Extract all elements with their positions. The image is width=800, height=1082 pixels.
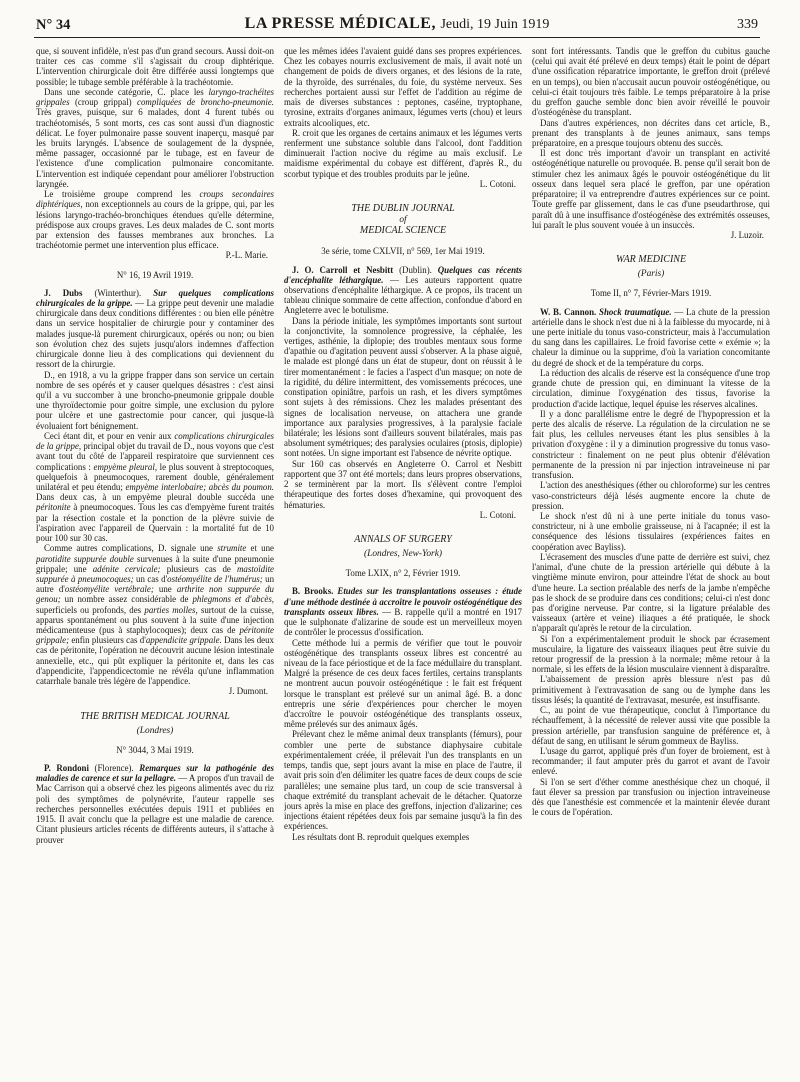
paragraph: Si l'on se sert d'éther comme anesthésique chez un choqué, il faut élever sa pression par transfusion ou injection intraveineuse dès que l'anesthésie est commencée et la maintenir élevée durant le cours de l'opération. (532, 776, 770, 818)
paragraph: L'abaissement de pression après blessure n'est pas dû primitivement à l'extravasation de sang ou de lymphe dans les tissus lésés; la quantité de l'extravasat, mesurée, est insuffisante. (532, 674, 770, 705)
issue-date: N° 16, 19 Avril 1919. (116, 269, 194, 280)
paragraph: B. Brooks. Etudes sur les transplantations osseuses : étude d'une méthode destinée à accroître le pouvoir ostéogénétique des transplants osseux libres. — B. rappelle qu'il a montré en 1917 que le sulphonate d'alizarine de soude est un merveilleux moyen de contrôler le processus d'ossification. (284, 586, 522, 638)
paragraph: Il y a donc parallélisme entre le degré de l'hypopression et la perte des alcalis de réserve. La régulation de la circulation ne se fait plus, les cellules nerveuses étant les plus sensibles à la privation d'oxygène : il y a diminution progressive du tonus vaso-constricteur : finalement on ne peut plus obtenir d'élévation permanente de la pression ni par injection intraveineuse ni par transfusion. (532, 408, 770, 481)
paragraph: Si l'on a expérimentalement produit le shock par écrasement musculaire, la ligature des vaisseaux iliaques peut être suivie du retour progressif de la pression à la normale; même retour à la normale, si les effets de la lésion musculaire viennent à disparaître. (532, 633, 770, 675)
issue-date: Tome LXIX, n° 2, Février 1919. (345, 568, 461, 579)
page-header (34, 14, 760, 38)
author-signature: P.-L. Marie. (225, 250, 268, 261)
paragraph: R. croit que les organes de certains animaux et les légumes verts renferment une substance soluble dans l'alcool, dont l'addition diminuerait l'action nocive du régime au maïs exclusif. Le maïdisme expérimental du cobaye est différent, d'après R., du scorbut typique et des troubles produits par le jeûne. (284, 127, 522, 179)
paragraph: Cette méthode lui a permis de vérifier que tout le pouvoir ostéogénétique des transplants osseux libres est concentré au niveau de la face périostique et de la face médullaire du transplant. Malgré la présence de ces deux faces fertiles, certains transplants ne montrent aucun pouvoir ostéogénétique : le fait est fréquent lorsque le transplant est prélevé sur un animal âgé. B. a donc entrepris une série d'expériences pour chercher le moyen d'accroître le pouvoir ostéogénétique des transplants osseux, même prélevés sur des animaux âgés. (284, 637, 522, 730)
paragraph: Sur 160 cas observés en Angleterre O. Carrol et Nesbitt rapportent que 37 ont été mortels; dans leurs propres observations, 2 se terminèrent par la mort. Ils s'élèvent contre l'emploi thérapeutique des fortes doses d'hexamine, qui provoquent des hématuries. (284, 458, 522, 510)
paragraph: Comme autres complications, D. signale une strumite et une parotidite suppurée double survenues à la suite d'une pneumonie grippale; une adénite cervicale; plusieurs cas de mastoïdite suppurée à pneumocoques; un cas d'ostéomyélite de l'humérus; un autre d'ostéomyélite vertébrale; une arthrite non suppurée du genou; un nombre assez considérable de phlegmons et d'abcès, superficiels ou profonds, des parties molles, surtout de la cuisse, apparus spontanément ou plus souvent à la suite d'une injection médicamenteuse (pus à staphylocoques); deux cas de péritonite grippale; enfin plusieurs cas d'appendicite grippale. Dans les deux cas de péritonite, l'opération ne découvrit aucune lésion intestinale annexielle, etc., qui pût expliquer la péritonite et, dans les cas d'appendicite, l'appendicectomie ne révéla qu'une inflammation catarrhale banale très légère de l'appendice. (36, 543, 274, 687)
paragraph: Les résultats dont B. reproduit quelques exemples (292, 831, 470, 842)
paragraph: Prélevant chez le même animal deux transplants (fémurs), pour combler une perte de substance diaphysaire cubitale expérimentalement créée, il prélevait l'un des transplants en un temps, tandis que, sept jours avant la mise en place de l'autre, il avait pris soin d'en délimiter les quatre faces de deux coups de scie parallèles; une semaine plus tard, un coup de scie transversal à chaque extrémité du transplant achevait de le détacher. Quatorze jours après la mise en place des greffons, injection d'alizarine; ces injections étaient répétées deux fois par semaine jusqu'à la fin des expériences. (284, 729, 522, 832)
paragraph: La réduction des alcalis de réserve est la conséquence d'une trop grande chute de pression qui, en diminuant la vitesse de la circulation, diminue l'oxygénation des tissus, favorise la production d'acide lactique, lequel épuise les réserves alcalines. (532, 367, 770, 409)
author-signature: J. Dumont. (228, 686, 268, 697)
paragraph: C., au point de vue thérapeutique, conclut à l'importance du réchauffement, à la nécessité de relever aussi vite que possible la pression artérielle, par transfusion sanguine de préférence et, à défaut de sang, en utilisant le sérum gommeux de Bayliss. (532, 705, 770, 746)
masthead (34, 15, 760, 33)
column-3 (532, 46, 770, 1074)
paragraph: Dans une seconde catégorie, C. place les laryngo-trachéites grippales (croup grippal) compliquées de broncho-pneumonie. Très graves, puisque, sur 6 malades, dont 4 furent tubés ou trachéotomisés, 5 sont morts, ces cas sont aussi d'un diagnostic délicat. Le foyer pulmonaire passe souvent inaperçu, masqué par les bruits laryngés. L'absence de soulagement de la dyspnée, même passager, occasionné par le tubage, est en faveur de l'existence d'une complication pulmonaire concomitante. L'intervention est indiquée cependant pour améliorer l'obstruction laryngée. (36, 86, 274, 189)
paragraph: que les mêmes idées l'avaient guidé dans ses propres expériences. Chez les cobayes nourris exclusivement de maïs, il avait noté un changement de poids de divers organes, et des lésions de la rate, de la thyroïde, des surrénales, du foie, du système nerveux. Ses recherches portaient aussi sur l'effet de l'addition au régime de maïs de diverses substances : peptones, caséine, tryptophane, tyrosine, extraits d'organes animaux, légumes verts (chou) et leurs extraits alcooliques, etc. (284, 46, 522, 128)
issue-date: 3e série, tome CXLVII, n° 569, 1er Mai 1919. (321, 246, 485, 257)
paragraph: que, si souvent infidèle, n'est pas d'un grand secours. Aussi doit-on traiter ces cas comme s'il s'agissait du croup diphtérique. L'intervention chirurgicale doit être différée aussi longtemps que possible; le tubage semble préférable à la trachéotomie. (36, 46, 274, 87)
paragraph: J. Dubs (Winterthur). Sur quelques complications chirurgicales de la grippe. — La grippe peut devenir une maladie chirurgicale dans deux conditions différentes : ou bien elle pénètre dans un service hospitalier de chirurgie pour y contaminer des malades jusque-là purement chirurgicaux, opérés ou non; ou bien son évolution chez des sujets jusqu'alors indemnes d'affection chirurgicale donne lieu à des complications qui deviennent du ressort de la chirurgie. (36, 287, 274, 370)
page-body (36, 46, 770, 1074)
paragraph: Il est donc très important d'avoir un transplant en activité ostéogénétique naturelle ou provoquée. B. pense qu'il serait bon de stimuler chez les animaux âgés le pouvoir ostéogénétique du lit osseux dans lequel sera placé le greffon, par une opération préparatoire; il va entreprendre d'autres expériences sur ce point. Toute greffe par glissement, dans le cas d'une pseudarthrose, qui paraît dû à une insuffisance d'ostéogénèse des extrémités osseuses, lui paraît le plus souvent vouée à un insuccès. (532, 148, 770, 230)
paragraph: D., en 1918, a vu la grippe frapper dans son service un certain nombre de ses opérés et y causer quelques désastres : c'est ainsi qu'il a vu succomber à une broncho-pneumonie grippale double une thyroïdectomie pour goitre simple, une exclusion du pylore pour ulcère et une gastrectomie pour cancer, qui jusque-là évoluaient fort bénignement. (36, 369, 274, 431)
paragraph: Ceci étant dit, et pour en venir aux complications chirurgicales de la grippe, principal objet du travail de D., nous voyons que c'est avant tout du côté de l'appareil respiratoire que surviennent ces complications : empyème pleural, le plus souvent à streptocoques, quelquefois à pneumocoques, rarement double, généralement unilatéral et peu étendu; empyème interlobaire; abcès du poumon. Dans deux cas, à un empyème pleural double succéda une péritonite à pneumocoques. Tous les cas d'empyème furent traités par la résection costale et la ponction de la plèvre suivie de l'aspiration avec l'appareil de Quervain : la mortalité fut de 10 pour 100 sur 30 cas. (36, 430, 274, 544)
author-signature: L. Cotoni. (479, 178, 516, 189)
journal-title: ANNALS OF SURGERY (354, 533, 452, 545)
issue-date: Tome II, n° 7, Février-Mars 1919. (590, 288, 712, 299)
issue-date: N° 3044, 3 Mai 1919. (116, 744, 194, 755)
page-number: 339 (737, 17, 758, 32)
column-1 (36, 46, 274, 1074)
journal-title: THE BRITISH MEDICAL JOURNAL (80, 710, 230, 722)
journal-title-of: of (399, 215, 407, 226)
paragraph: L'action des anesthésiques (éther ou chloroforme) sur les centres vaso-constricteurs déjà lésés augmente encore la chute de pression. (532, 480, 770, 511)
journal-location: (Londres, New-York) (364, 548, 442, 559)
issue-number: N° 34 (36, 17, 71, 33)
journal-location: (Paris) (637, 269, 665, 280)
paragraph: Dans la période initiale, les symptômes importants sont surtout la conjonctivite, la somnolence progressive, la céphalée, les vertiges, asthénie, la diplopie; des troubles mentaux sous forme d'apathie ou d'agitation peuvent aussi s'observer. A la phase aiguë, le malade est plongé dans un état de stupeur, dont on réussit à le tirer momentanément : le facies a l'aspect d'un masque; on note de la rigidité, du délire intermittent, des vomissements précoces, une constipation opiniâtre, parfois un rash, et les divers symptômes sont sujets à des rémissions. Chez les malades présentant des signes de localisation nerveuse, on attachera une grande importance aux paralysies progressives, à la paralysie faciale bilatérale; les lésions sont d'ailleurs souvent bilatérales, mais pas absolument symétriques; des paralysies oculaires (ptosis, diplopie) sont notées. Un signe important est l'absence de névrite optique. (284, 315, 522, 459)
paragraph: L'écrasement des muscles d'une patte de derrière est suivi, chez l'animal, d'une chute de la pression artérielle qui débute à la vingtième minute environ, pour atteindre l'état de shock au bout d'une heure. La section préalable des nerfs de la jambe n'empêche pas le shock de se produire dans ces conditions; celui-ci n'est donc pas d'origine nerveuse. Par contre, si la ligature préalable des vaisseaux (artère et veine) iliaques a été pratiquée, le shock n'apparaît qu'après le retour de la circulation. (532, 551, 770, 634)
paragraph: L'usage du garrot, appliqué près d'un foyer de broiement, est à recommander; il faut amputer près du garrot et avant de l'avoir enlevé. (532, 746, 770, 777)
masthead-date: Jeudi, 19 Juin 1919 (440, 17, 550, 32)
paragraph: sont fort intéressants. Tandis que le greffon du cubitus gauche (celui qui avait été prélevé en deux temps) était le point de départ d'une ossification réparatrice importante, le greffon droit (prélevé en un temps), ou bien n'accusait aucun pouvoir ostéogénétique, ou celui-ci était toujours très faible. Le temps préparatoire à la prise du greffon gauche semble donc bien avoir réveillé le pouvoir d'ostéogénèse du transplant. (532, 46, 770, 118)
column-2 (284, 46, 522, 1074)
author-signature: J. Luzoir. (730, 229, 764, 240)
journal-title: WAR MEDICINE (615, 254, 687, 266)
paragraph: Le troisième groupe comprend les croups secondaires diphtériques, non exceptionnels au cours de la grippe, qui, par les lésions laryngo-trachéo-bronchiques étendues qu'elle détermine, prédispose aux croups graves. Les deux malades de C. sont morts par extension des fausses membranes aux bronches. La trachéotomie permet une intervention plus efficace. (36, 189, 274, 251)
paragraph: P. Rondoni (Florence). Remarques sur la pathogénie des maladies de carence et sur la pellagre. — A propos d'un travail de Mac Carrison qui a observé chez les pigeons alimentés avec du riz poli des symptômes de polynévrite, l'auteur rappelle ses recherches personnelles exécutées depuis 1911 et publiées en 1915. Il avait conclu que la pellagre est une maladie de carence. Citant plusieurs articles récents de différents auteurs, il s'attache à prouver (36, 763, 274, 845)
paragraph: Le shock n'est dû ni à une perte initiale du tonus vaso-constricteur, ni à une embolie graisseuse, ni à l'acapnée; il est la conséquence des lésions tissulaires (expériences faites en coopération avec Bayliss). (532, 510, 770, 552)
masthead-title: LA PRESSE MÉDICALE, (244, 15, 436, 32)
journal-location: (Londres) (136, 725, 174, 736)
journal-title-line2: MEDICAL SCIENCE (359, 225, 447, 237)
paragraph: Dans d'autres expériences, non décrites dans cet article, B., prenant des transplants à de jeunes animaux, sans temps préparatoire, en a presque toujours obtenu des succès. (532, 117, 770, 148)
author-signature: L. Cotoni. (479, 509, 516, 520)
journal-title: THE DUBLIN JOURNAL (351, 203, 455, 215)
paragraph: J. O. Carroll et Nesbitt (Dublin). Quelques cas récents d'encéphalite léthargique. — Les auteurs rapportent quatre observations d'encéphalite léthargique. A ce propos, ils tracent un tableau clinique sommaire de cette affection, confondue d'abord en Angleterre avec le botulisme. (284, 264, 522, 316)
paragraph: W. B. Cannon. Shock traumatique. — La chute de la pression artérielle dans le shock n'est due ni à la faiblesse du myocarde, ni à une perte initiale du tonus vaso-constricteur, mais à l'accumulation du sang dans les capillaires. Le froid favorise cette « exémie »; la chaleur la diminue ou la supprime, d'où la variation concomitante du degré de shock et de la température du corps. (532, 306, 770, 368)
